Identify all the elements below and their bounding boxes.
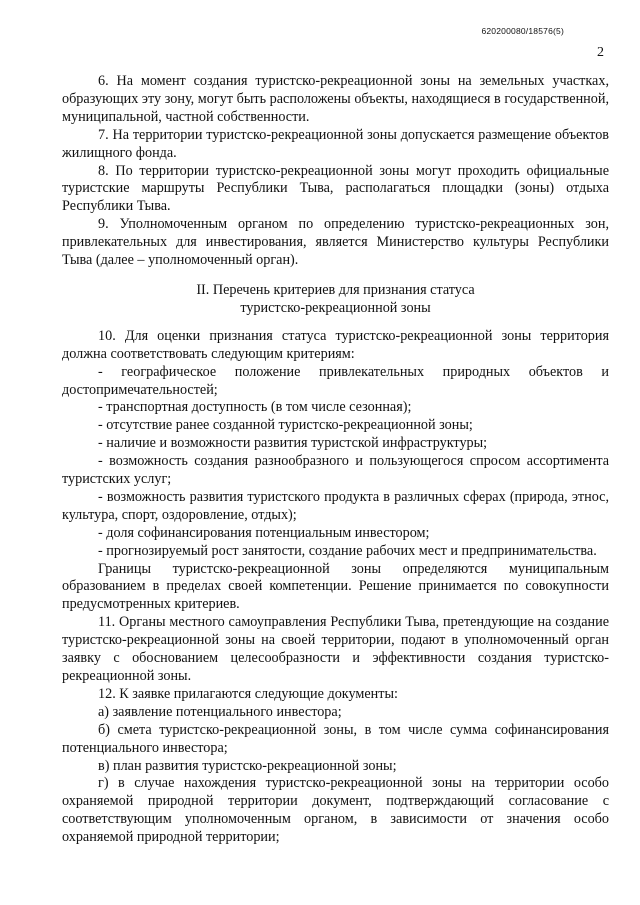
page-number: 2 bbox=[597, 45, 604, 60]
paragraph-8: 8. По территории туристско-рекреационной зоны могут проходить официальные туристские маршруты Республики Тыва, располагаться площадки (зоны) отдыха Республики Тыва. bbox=[62, 162, 609, 215]
criterion-item: - возможность развития туристского продукта в различных сферах (природа, этнос, культура, спорт, оздоровление, отдых); bbox=[62, 488, 609, 523]
paragraph-9: 9. Уполномоченным органом по определению туристско-рекреационных зон, привлекательных для инвестирования, является Министерство культуры Республики Тыва (далее – уполномоченный орган). bbox=[62, 216, 609, 269]
paragraph-6: 6. На момент создания туристско-рекреационной зоны на земельных участках, образующих эту зону, могут быть расположены объекты, находящиеся в государственной, муниципальной, частной собственности. bbox=[62, 73, 609, 125]
section-heading-line-1: II. Перечень критериев для признания статуса bbox=[196, 281, 475, 298]
paragraph-7: 7. На территории туристско-рекреационной зоны допускается размещение объектов жилищного фонда. bbox=[62, 126, 609, 161]
document-list-item: а) заявление потенциального инвестора; bbox=[98, 703, 342, 720]
document-code: 620200080/18576(5) bbox=[481, 26, 564, 36]
document-list-item: в) план развития туристско-рекреационной зоны; bbox=[98, 757, 397, 774]
criterion-item: - отсутствие ранее созданной туристско-рекреационной зоны; bbox=[98, 417, 473, 434]
criterion-item: - географическое положение привлекательных природных объектов и достопримечательностей; bbox=[62, 363, 609, 398]
section-heading-line-2: туристско-рекреационной зоны bbox=[240, 299, 431, 316]
criterion-item: - прогнозируемый рост занятости, создание рабочих мест и предпринимательства. bbox=[98, 542, 597, 559]
paragraph-12: 12. К заявке прилагаются следующие документы: bbox=[98, 685, 398, 702]
criterion-item: - наличие и возможности развития туристской инфраструктуры; bbox=[98, 435, 488, 452]
criterion-item: - транспортная доступность (в том числе сезонная); bbox=[98, 399, 412, 416]
boundaries-paragraph: Границы туристско-рекреационной зоны определяются муниципальным образованием в пределах своей компетенции. Решение принимается по совокупности предусмотренных критериев. bbox=[62, 560, 609, 613]
document-list-item: г) в случае нахождения туристско-рекреационной зоны на территории особо охраняемой природной территории документ, подтверждающий согласование с соответствующим уполномоченным органом, в зависимости от значения особо охраняемой природной территории; bbox=[62, 775, 609, 846]
document-body bbox=[62, 73, 609, 847]
paragraph-11: 11. Органы местного самоуправления Республики Тыва, претендующие на создание туристско-рекреационной зоны на своей территории, подают в уполномоченный орган заявку с обоснованием целесообразности и эффективности создания туристско-рекреационной зоны. bbox=[62, 614, 609, 684]
section-heading bbox=[62, 282, 609, 318]
document-list-item: б) смета туристско-рекреационной зоны, в том числе сумма софинансирования потенциального инвестора; bbox=[62, 721, 609, 756]
paragraph-10: 10. Для оценки признания статуса туристско-рекреационной зоны территория должна соответствовать следующим критериям: bbox=[62, 327, 609, 362]
criterion-item: - возможность создания разнообразного и пользующегося спросом ассортимента туристских услуг; bbox=[62, 453, 609, 488]
criterion-item: - доля софинансирования потенциальным инвестором; bbox=[98, 524, 430, 541]
